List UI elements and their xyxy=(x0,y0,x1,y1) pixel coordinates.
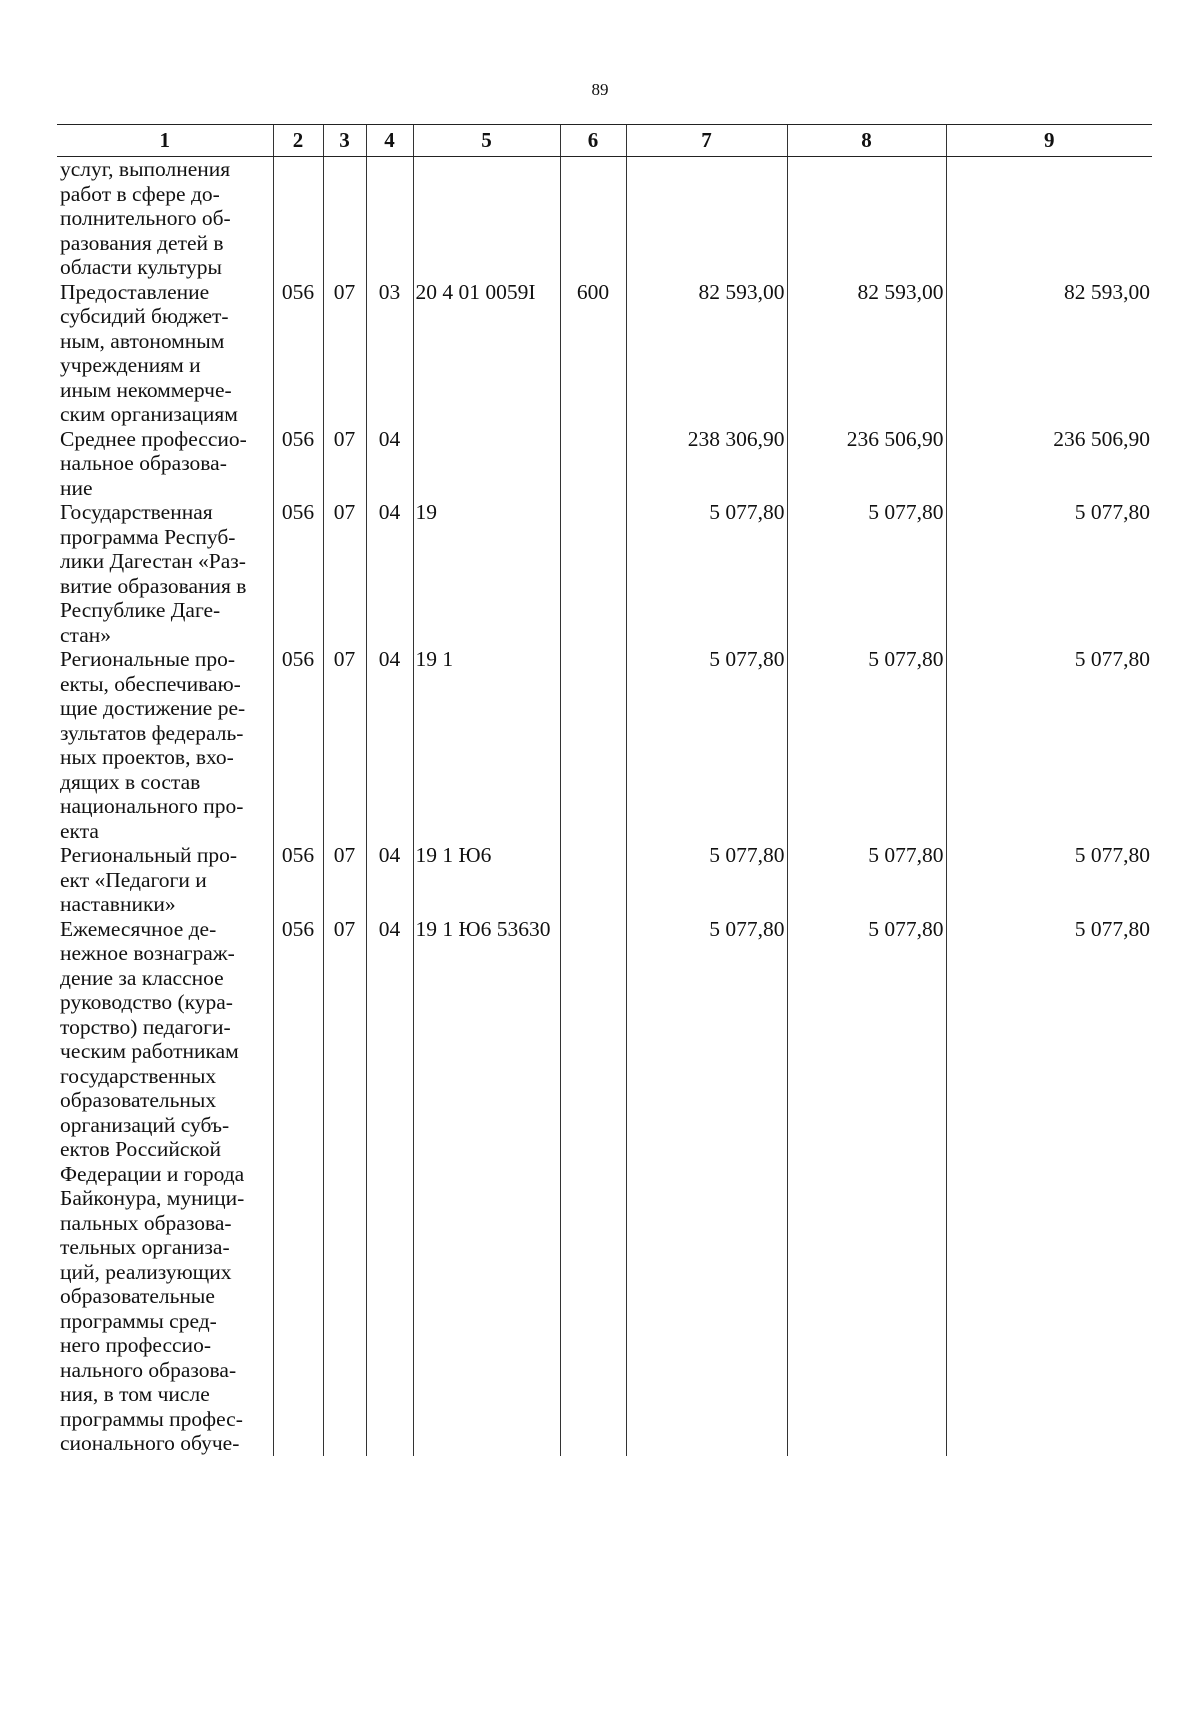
item-name-line: программы сред- xyxy=(60,1308,217,1333)
cell-target-article: 19 1 xyxy=(413,647,560,843)
cell-amount-year1: 238 306,90 xyxy=(626,427,787,501)
item-name-line: зультатов федераль- xyxy=(60,720,244,745)
column-header: 5 xyxy=(413,125,560,157)
cell-amount-year3: 5 077,80 xyxy=(946,917,1152,1456)
cell-subsection: 03 xyxy=(366,280,413,427)
item-name-line: программа Респуб- xyxy=(60,524,236,549)
item-name-line: стан» xyxy=(60,622,111,647)
item-name-line: ных проектов, вхо- xyxy=(60,745,234,769)
cell-amount-year2: 82 593,00 xyxy=(787,280,946,427)
item-name-line: программы профес- xyxy=(60,1406,243,1431)
cell-subsection: 04 xyxy=(366,427,413,501)
cell-item-name xyxy=(57,157,273,280)
item-name-line: субсидий бюджет- xyxy=(60,304,229,328)
table-row xyxy=(57,843,1152,917)
cell-amount-year1: 5 077,80 xyxy=(626,500,787,647)
column-header: 7 xyxy=(626,125,787,157)
table-row xyxy=(57,917,1152,1456)
item-name-line: дящих в состав xyxy=(60,769,201,794)
cell-ministry-code: 056 xyxy=(273,917,323,1456)
item-name-line: учреждениям и xyxy=(60,353,201,377)
item-name-line: Государственная xyxy=(60,500,213,524)
table-row xyxy=(57,500,1152,647)
table-header-row xyxy=(57,125,1152,157)
cell-item-name xyxy=(57,280,273,427)
cell-ministry-code: 056 xyxy=(273,647,323,843)
cell-expense-type xyxy=(560,427,626,501)
item-name-line: руководство (кура- xyxy=(60,990,233,1014)
cell-amount-year1: 82 593,00 xyxy=(626,280,787,427)
item-name-line: Республике Даге- xyxy=(60,598,221,622)
item-name-line: тельных организа- xyxy=(60,1235,230,1259)
table-row xyxy=(57,157,1152,280)
table-row xyxy=(57,427,1152,501)
cell-section: 07 xyxy=(323,917,366,1456)
item-name-line: сионального обуче- xyxy=(60,1431,240,1455)
cell-section xyxy=(323,157,366,280)
cell-amount-year2: 5 077,80 xyxy=(787,843,946,917)
cell-amount-year3: 5 077,80 xyxy=(946,647,1152,843)
cell-expense-type xyxy=(560,843,626,917)
cell-amount-year2 xyxy=(787,157,946,280)
item-name-line: национального про- xyxy=(60,794,244,818)
cell-target-article: 20 4 01 0059I xyxy=(413,280,560,427)
cell-subsection: 04 xyxy=(366,647,413,843)
cell-section: 07 xyxy=(323,500,366,647)
column-header: 6 xyxy=(560,125,626,157)
cell-expense-type: 600 xyxy=(560,280,626,427)
item-name-line: образовательные xyxy=(60,1284,215,1308)
item-name-line: торство) педагоги- xyxy=(60,1014,231,1039)
cell-item-name xyxy=(57,843,273,917)
cell-ministry-code: 056 xyxy=(273,280,323,427)
item-name-line: пальных образова- xyxy=(60,1210,232,1235)
column-header: 9 xyxy=(946,125,1152,157)
cell-ministry-code xyxy=(273,157,323,280)
column-header: 1 xyxy=(57,125,273,157)
cell-expense-type xyxy=(560,500,626,647)
item-name-line: дение за классное xyxy=(60,965,224,990)
column-header: 2 xyxy=(273,125,323,157)
item-name-line: ект «Педагоги и xyxy=(60,867,207,892)
item-name-line: иным некоммерче- xyxy=(60,377,232,402)
item-name-line: щие достижение ре- xyxy=(60,696,246,720)
cell-target-article: 19 xyxy=(413,500,560,647)
item-name-line: Ежемесячное де- xyxy=(60,916,217,941)
item-name-line: витие образования в xyxy=(60,573,247,598)
item-name-line: услуг, выполнения xyxy=(60,157,231,181)
item-name-line: ций, реализующих xyxy=(60,1259,232,1284)
item-name-line: Среднее профессио- xyxy=(60,426,247,451)
cell-amount-year3: 5 077,80 xyxy=(946,843,1152,917)
item-name-line: ческим работникам xyxy=(60,1039,239,1063)
item-name-line: разования детей в xyxy=(60,230,224,255)
cell-ministry-code: 056 xyxy=(273,500,323,647)
cell-ministry-code: 056 xyxy=(273,427,323,501)
cell-item-name xyxy=(57,500,273,647)
cell-expense-type xyxy=(560,917,626,1456)
cell-amount-year1 xyxy=(626,157,787,280)
cell-expense-type xyxy=(560,647,626,843)
item-name-line: нального образова- xyxy=(60,1357,237,1382)
cell-amount-year3 xyxy=(946,157,1152,280)
cell-item-name xyxy=(57,647,273,843)
cell-amount-year1: 5 077,80 xyxy=(626,843,787,917)
table-body xyxy=(57,157,1152,1456)
table-row xyxy=(57,647,1152,843)
column-header: 8 xyxy=(787,125,946,157)
cell-section: 07 xyxy=(323,843,366,917)
cell-target-article xyxy=(413,157,560,280)
cell-amount-year3: 236 506,90 xyxy=(946,427,1152,501)
item-name-line: него профессио- xyxy=(60,1333,211,1357)
cell-amount-year3: 82 593,00 xyxy=(946,280,1152,427)
item-name-line: ние xyxy=(60,475,93,500)
item-name-line: ским организациям xyxy=(60,402,238,426)
item-name-line: нежное вознаграж- xyxy=(60,941,235,965)
cell-amount-year2: 5 077,80 xyxy=(787,647,946,843)
item-name-line: екта xyxy=(60,818,99,843)
column-header: 3 xyxy=(323,125,366,157)
cell-section: 07 xyxy=(323,427,366,501)
item-name-line: ния, в том числе xyxy=(60,1382,210,1406)
item-name-line: образовательных xyxy=(60,1088,217,1112)
cell-target-article xyxy=(413,427,560,501)
cell-item-name xyxy=(57,917,273,1456)
cell-expense-type xyxy=(560,157,626,280)
item-name-line: Предоставление xyxy=(60,279,210,304)
cell-subsection xyxy=(366,157,413,280)
cell-amount-year2: 5 077,80 xyxy=(787,917,946,1456)
item-name-line: нальное образова- xyxy=(60,451,227,475)
cell-subsection: 04 xyxy=(366,843,413,917)
item-name-line: государственных xyxy=(60,1063,217,1088)
item-name-line: ным, автономным xyxy=(60,328,225,353)
item-name-line: работ в сфере до- xyxy=(60,181,220,206)
column-header: 4 xyxy=(366,125,413,157)
item-name-line: полнительного об- xyxy=(60,206,231,230)
budget-table xyxy=(57,124,1152,1456)
cell-section: 07 xyxy=(323,280,366,427)
item-name-line: наставники» xyxy=(60,892,176,916)
item-name-line: екты, обеспечиваю- xyxy=(60,671,241,696)
item-name-line: ектов Российской xyxy=(60,1137,222,1161)
cell-subsection: 04 xyxy=(366,917,413,1456)
item-name-line: Федерации и города xyxy=(60,1161,245,1186)
item-name-line: Байконура, муници- xyxy=(60,1186,245,1210)
cell-section: 07 xyxy=(323,647,366,843)
cell-target-article: 19 1 Ю6 xyxy=(413,843,560,917)
item-name-line: Региональный про- xyxy=(60,843,238,867)
item-name-line: Региональные про- xyxy=(60,647,236,671)
item-name-line: организаций субъ- xyxy=(60,1112,230,1137)
cell-target-article: 19 1 Ю6 53630 xyxy=(413,917,560,1456)
item-name-line: лики Дагестан «Раз- xyxy=(60,549,246,573)
page-number: 89 xyxy=(591,80,609,99)
cell-amount-year1: 5 077,80 xyxy=(626,917,787,1456)
cell-subsection: 04 xyxy=(366,500,413,647)
cell-amount-year2: 5 077,80 xyxy=(787,500,946,647)
cell-ministry-code: 056 xyxy=(273,843,323,917)
cell-amount-year2: 236 506,90 xyxy=(787,427,946,501)
item-name-line: области культуры xyxy=(60,255,222,279)
cell-amount-year1: 5 077,80 xyxy=(626,647,787,843)
table-row xyxy=(57,280,1152,427)
cell-amount-year3: 5 077,80 xyxy=(946,500,1152,647)
cell-item-name xyxy=(57,427,273,501)
